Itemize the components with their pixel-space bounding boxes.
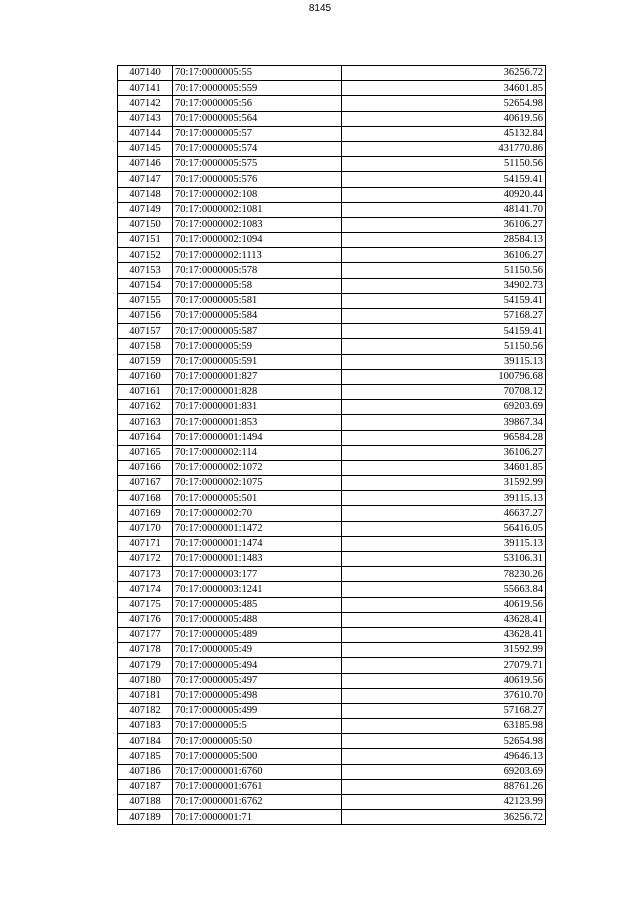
- row-number-cell: 407144: [118, 126, 173, 141]
- row-number-cell: 407177: [118, 627, 173, 642]
- value-cell: 54159.41: [342, 172, 546, 187]
- table-row: [118, 248, 546, 263]
- cadastral-value-table: [117, 65, 546, 825]
- value-cell: 40619.56: [342, 597, 546, 612]
- row-number-cell: 407187: [118, 779, 173, 794]
- value-cell: 57168.27: [342, 309, 546, 324]
- row-number-cell: 407148: [118, 187, 173, 202]
- cadastral-number-cell: 70:17:0000001:1494: [173, 430, 342, 445]
- value-cell: 51150.56: [342, 339, 546, 354]
- cadastral-number-cell: 70:17:0000002:1072: [173, 460, 342, 475]
- cadastral-number-cell: 70:17:0000005:497: [173, 673, 342, 688]
- value-cell: 88761.26: [342, 779, 546, 794]
- table-row: [118, 369, 546, 384]
- value-cell: 43628.41: [342, 627, 546, 642]
- table-row: [118, 795, 546, 810]
- cadastral-number-cell: 70:17:0000005:50: [173, 734, 342, 749]
- table-row: [118, 354, 546, 369]
- table-row: [118, 491, 546, 506]
- cadastral-number-cell: 70:17:0000005:55: [173, 66, 342, 81]
- table-row: [118, 309, 546, 324]
- table-row: [118, 536, 546, 551]
- value-cell: 96584.28: [342, 430, 546, 445]
- cadastral-number-cell: 70:17:0000001:853: [173, 415, 342, 430]
- value-cell: 100796.68: [342, 369, 546, 384]
- cadastral-number-cell: 70:17:0000003:1241: [173, 582, 342, 597]
- cadastral-number-cell: 70:17:0000002:1094: [173, 233, 342, 248]
- row-number-cell: 407155: [118, 293, 173, 308]
- table-row: [118, 688, 546, 703]
- cadastral-number-cell: 70:17:0000002:70: [173, 506, 342, 521]
- cadastral-number-cell: 70:17:0000005:587: [173, 324, 342, 339]
- row-number-cell: 407178: [118, 643, 173, 658]
- row-number-cell: 407147: [118, 172, 173, 187]
- value-cell: 56416.05: [342, 521, 546, 536]
- table-row: [118, 400, 546, 415]
- row-number-cell: 407149: [118, 202, 173, 217]
- cadastral-number-cell: 70:17:0000001:831: [173, 400, 342, 415]
- table-row: [118, 567, 546, 582]
- cadastral-number-cell: 70:17:0000005:57: [173, 126, 342, 141]
- table-row: [118, 749, 546, 764]
- value-cell: 39115.13: [342, 536, 546, 551]
- row-number-cell: 407146: [118, 157, 173, 172]
- value-cell: 78230.26: [342, 567, 546, 582]
- table-row: [118, 506, 546, 521]
- row-number-cell: 407168: [118, 491, 173, 506]
- value-cell: 36106.27: [342, 445, 546, 460]
- cadastral-number-cell: 70:17:0000001:1483: [173, 552, 342, 567]
- value-cell: 36256.72: [342, 66, 546, 81]
- table-row: [118, 764, 546, 779]
- value-cell: 431770.86: [342, 141, 546, 156]
- cadastral-number-cell: 70:17:0000005:49: [173, 643, 342, 658]
- cadastral-number-cell: 70:17:0000002:114: [173, 445, 342, 460]
- row-number-cell: 407181: [118, 688, 173, 703]
- cadastral-number-cell: 70:17:0000001:1474: [173, 536, 342, 551]
- value-cell: 46637.27: [342, 506, 546, 521]
- value-cell: 31592.99: [342, 476, 546, 491]
- row-number-cell: 407171: [118, 536, 173, 551]
- table-row: [118, 643, 546, 658]
- row-number-cell: 407160: [118, 369, 173, 384]
- cadastral-number-cell: 70:17:0000005:559: [173, 81, 342, 96]
- table-row: [118, 476, 546, 491]
- table-row: [118, 384, 546, 399]
- value-cell: 39115.13: [342, 491, 546, 506]
- cadastral-number-cell: 70:17:0000001:827: [173, 369, 342, 384]
- table-row: [118, 324, 546, 339]
- table-row: [118, 673, 546, 688]
- row-number-cell: 407183: [118, 719, 173, 734]
- value-cell: 27079.71: [342, 658, 546, 673]
- row-number-cell: 407180: [118, 673, 173, 688]
- cadastral-number-cell: 70:17:0000001:71: [173, 810, 342, 825]
- table-row: [118, 111, 546, 126]
- cadastral-number-cell: 70:17:0000005:584: [173, 309, 342, 324]
- cadastral-number-cell: 70:17:0000001:6761: [173, 779, 342, 794]
- value-cell: 37610.70: [342, 688, 546, 703]
- value-cell: 34601.85: [342, 81, 546, 96]
- table-row: [118, 460, 546, 475]
- value-cell: 54159.41: [342, 324, 546, 339]
- row-number-cell: 407188: [118, 795, 173, 810]
- value-cell: 36256.72: [342, 810, 546, 825]
- table-row: [118, 141, 546, 156]
- cadastral-number-cell: 70:17:0000005:578: [173, 263, 342, 278]
- row-number-cell: 407169: [118, 506, 173, 521]
- row-number-cell: 407157: [118, 324, 173, 339]
- table-row: [118, 597, 546, 612]
- table-row: [118, 703, 546, 718]
- table-body: [118, 66, 546, 825]
- table-row: [118, 582, 546, 597]
- table-row: [118, 278, 546, 293]
- cadastral-number-cell: 70:17:0000003:177: [173, 567, 342, 582]
- table-row: [118, 217, 546, 232]
- row-number-cell: 407159: [118, 354, 173, 369]
- value-cell: 40619.56: [342, 111, 546, 126]
- row-number-cell: 407161: [118, 384, 173, 399]
- row-number-cell: 407164: [118, 430, 173, 445]
- cadastral-number-cell: 70:17:0000002:108: [173, 187, 342, 202]
- cadastral-number-cell: 70:17:0000005:499: [173, 703, 342, 718]
- cadastral-number-cell: 70:17:0000005:56: [173, 96, 342, 111]
- value-cell: 36106.27: [342, 248, 546, 263]
- cadastral-number-cell: 70:17:0000005:485: [173, 597, 342, 612]
- value-cell: 31592.99: [342, 643, 546, 658]
- value-cell: 40619.56: [342, 673, 546, 688]
- value-cell: 63185.98: [342, 719, 546, 734]
- row-number-cell: 407179: [118, 658, 173, 673]
- cadastral-number-cell: 70:17:0000005:58: [173, 278, 342, 293]
- value-cell: 69203.69: [342, 400, 546, 415]
- cadastral-number-cell: 70:17:0000002:1113: [173, 248, 342, 263]
- value-cell: 45132.84: [342, 126, 546, 141]
- table-row: [118, 81, 546, 96]
- row-number-cell: 407165: [118, 445, 173, 460]
- cadastral-number-cell: 70:17:0000005:581: [173, 293, 342, 308]
- value-cell: 54159.41: [342, 293, 546, 308]
- cadastral-number-cell: 70:17:0000005:488: [173, 612, 342, 627]
- row-number-cell: 407167: [118, 476, 173, 491]
- value-cell: 49646.13: [342, 749, 546, 764]
- table-row: [118, 810, 546, 825]
- row-number-cell: 407189: [118, 810, 173, 825]
- value-cell: 53106.31: [342, 552, 546, 567]
- row-number-cell: 407166: [118, 460, 173, 475]
- value-cell: 51150.56: [342, 157, 546, 172]
- cadastral-number-cell: 70:17:0000005:494: [173, 658, 342, 673]
- row-number-cell: 407176: [118, 612, 173, 627]
- cadastral-number-cell: 70:17:0000005:5: [173, 719, 342, 734]
- row-number-cell: 407154: [118, 278, 173, 293]
- row-number-cell: 407141: [118, 81, 173, 96]
- table-row: [118, 187, 546, 202]
- value-cell: 36106.27: [342, 217, 546, 232]
- row-number-cell: 407186: [118, 764, 173, 779]
- value-cell: 69203.69: [342, 764, 546, 779]
- row-number-cell: 407175: [118, 597, 173, 612]
- row-number-cell: 407173: [118, 567, 173, 582]
- cadastral-number-cell: 70:17:0000002:1083: [173, 217, 342, 232]
- table-row: [118, 612, 546, 627]
- row-number-cell: 407163: [118, 415, 173, 430]
- table-row: [118, 779, 546, 794]
- row-number-cell: 407150: [118, 217, 173, 232]
- value-cell: 42123.99: [342, 795, 546, 810]
- value-cell: 28584.13: [342, 233, 546, 248]
- cadastral-number-cell: 70:17:0000005:59: [173, 339, 342, 354]
- table-row: [118, 233, 546, 248]
- row-number-cell: 407185: [118, 749, 173, 764]
- cadastral-number-cell: 70:17:0000001:828: [173, 384, 342, 399]
- table-row: [118, 415, 546, 430]
- value-cell: 34902.73: [342, 278, 546, 293]
- row-number-cell: 407172: [118, 552, 173, 567]
- cadastral-number-cell: 70:17:0000005:591: [173, 354, 342, 369]
- cadastral-number-cell: 70:17:0000005:575: [173, 157, 342, 172]
- cadastral-number-cell: 70:17:0000005:500: [173, 749, 342, 764]
- table-row: [118, 293, 546, 308]
- cadastral-number-cell: 70:17:0000005:564: [173, 111, 342, 126]
- table-row: [118, 339, 546, 354]
- value-cell: 55663.84: [342, 582, 546, 597]
- table-row: [118, 96, 546, 111]
- cadastral-number-cell: 70:17:0000005:498: [173, 688, 342, 703]
- row-number-cell: 407174: [118, 582, 173, 597]
- row-number-cell: 407143: [118, 111, 173, 126]
- table-row: [118, 66, 546, 81]
- value-cell: 34601.85: [342, 460, 546, 475]
- cadastral-number-cell: 70:17:0000002:1075: [173, 476, 342, 491]
- row-number-cell: 407184: [118, 734, 173, 749]
- cadastral-number-cell: 70:17:0000002:1081: [173, 202, 342, 217]
- value-cell: 52654.98: [342, 734, 546, 749]
- row-number-cell: 407170: [118, 521, 173, 536]
- cadastral-number-cell: 70:17:0000001:6762: [173, 795, 342, 810]
- value-cell: 39867.34: [342, 415, 546, 430]
- table-row: [118, 552, 546, 567]
- value-cell: 48141.70: [342, 202, 546, 217]
- table-row: [118, 202, 546, 217]
- table-row: [118, 172, 546, 187]
- row-number-cell: 407151: [118, 233, 173, 248]
- cadastral-number-cell: 70:17:0000005:501: [173, 491, 342, 506]
- table-row: [118, 430, 546, 445]
- table-row: [118, 521, 546, 536]
- table-row: [118, 658, 546, 673]
- table-row: [118, 445, 546, 460]
- value-cell: 57168.27: [342, 703, 546, 718]
- cadastral-number-cell: 70:17:0000005:574: [173, 141, 342, 156]
- page-number: 8145: [308, 3, 332, 14]
- value-cell: 51150.56: [342, 263, 546, 278]
- row-number-cell: 407158: [118, 339, 173, 354]
- row-number-cell: 407145: [118, 141, 173, 156]
- row-number-cell: 407182: [118, 703, 173, 718]
- table-row: [118, 734, 546, 749]
- value-cell: 43628.41: [342, 612, 546, 627]
- cadastral-number-cell: 70:17:0000005:489: [173, 627, 342, 642]
- row-number-cell: 407156: [118, 309, 173, 324]
- cadastral-number-cell: 70:17:0000001:6760: [173, 764, 342, 779]
- table-row: [118, 263, 546, 278]
- table-row: [118, 157, 546, 172]
- row-number-cell: 407153: [118, 263, 173, 278]
- value-cell: 52654.98: [342, 96, 546, 111]
- row-number-cell: 407142: [118, 96, 173, 111]
- row-number-cell: 407140: [118, 66, 173, 81]
- value-cell: 39115.13: [342, 354, 546, 369]
- value-cell: 70708.12: [342, 384, 546, 399]
- table-row: [118, 126, 546, 141]
- row-number-cell: 407152: [118, 248, 173, 263]
- table-row: [118, 719, 546, 734]
- cadastral-number-cell: 70:17:0000001:1472: [173, 521, 342, 536]
- value-cell: 40920.44: [342, 187, 546, 202]
- row-number-cell: 407162: [118, 400, 173, 415]
- table-row: [118, 627, 546, 642]
- cadastral-number-cell: 70:17:0000005:576: [173, 172, 342, 187]
